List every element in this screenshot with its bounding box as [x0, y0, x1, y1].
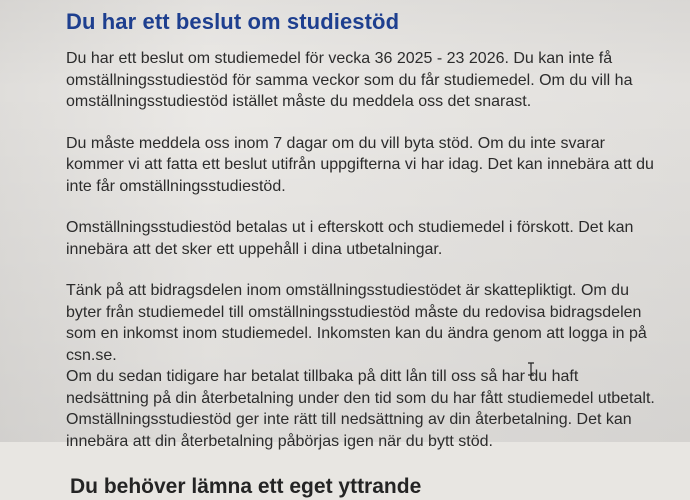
paragraph-repayment: Om du sedan tidigare har betalat tillbaka på ditt lån till oss så har du haft nedsättning på din återbetalning under den tid som du har fått studiemedel utbetalt. Omställningsstudiestöd ger inte rätt till nedsättning av din återbetalning. Det kan innebära att din återbetalning påbörjas igen när du bytt stöd. — [66, 368, 655, 450]
paragraph-decision: Du har ett beslut om studiemedel för vecka 36 2025 - 23 2026. Du kan inte få omställningsstudiestöd för samma veckor som du får studiemedel. Om du vill ha omställningsstudiestöd istället måste du meddela oss det snarast. — [66, 50, 633, 110]
paragraph-tax: Tänk på att bidragsdelen inom omställningsstudiestödet är skattepliktigt. Om du byter från studiemedel till omställningsstudiestöd måste du redovisa bidragsdelen som en inkomst inom studiemedel. Inkomsten kan du ändra genom att logga in på csn.se. — [66, 282, 647, 364]
paragraph-deadline: Du måste meddela oss inom 7 dagar om du vill byta stöd. Om du inte svarar kommer vi att fatta ett beslut utifrån uppgifterna vi har idag. Det kan innebära att du inte får omställningsstudiestöd. — [66, 134, 654, 195]
section-heading-statement: Du behöver lämna ett eget yttrande — [70, 475, 422, 498]
paragraph-payment: Omställningsstudiestöd betalas ut i efterskott och studiemedel i förskott. Det kan innebära att det sker ett uppehåll i dina utbetalningar. — [66, 219, 634, 258]
page-title: Du har ett beslut om studiestöd — [66, 9, 400, 34]
